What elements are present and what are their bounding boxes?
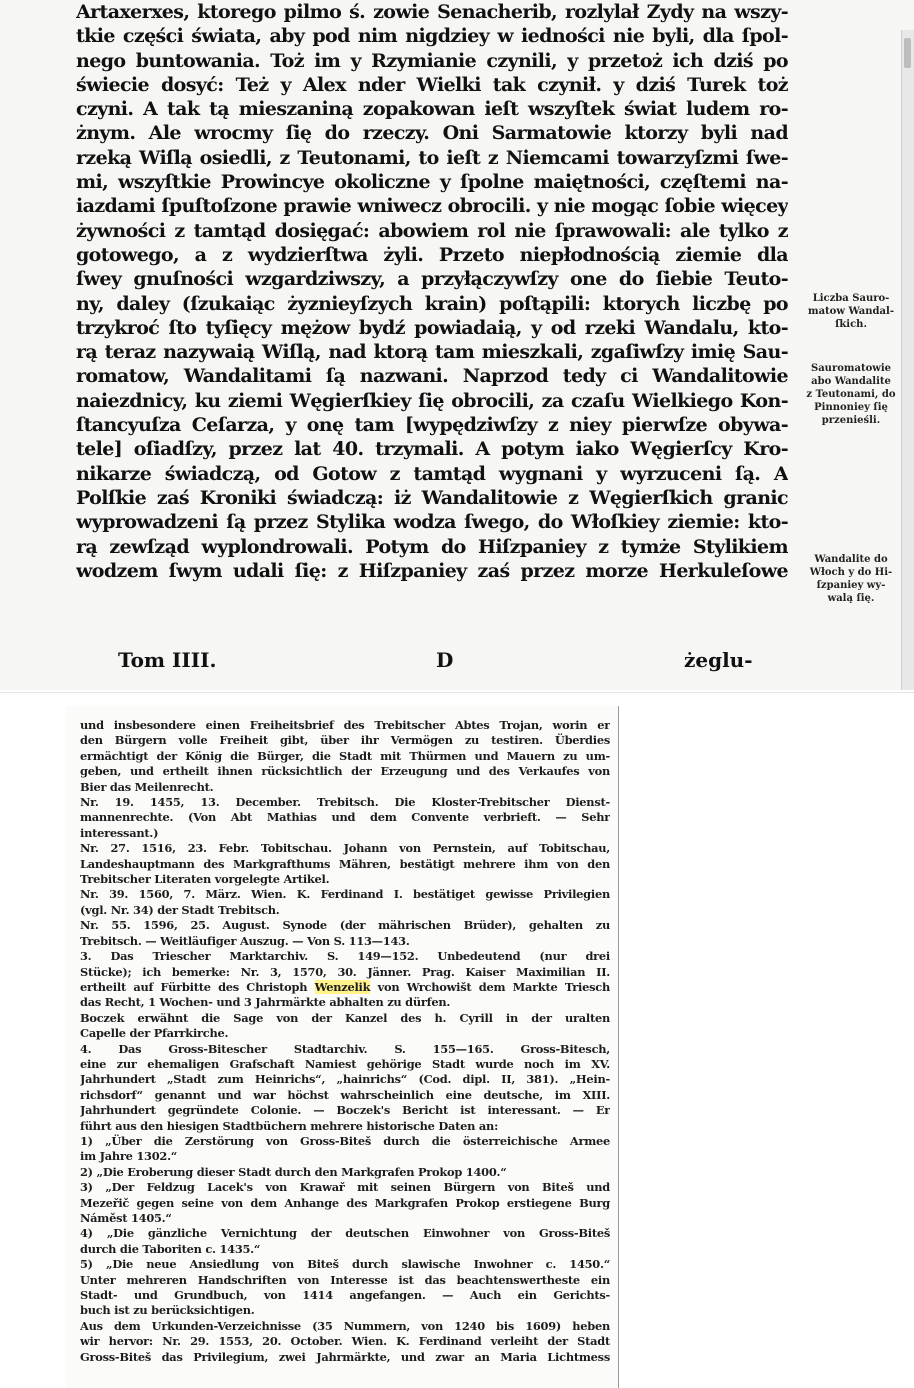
- text-line: Bier das Meilenrecht.: [80, 779, 214, 794]
- text-line: ertheilt auf Fürbitte des Christoph Wenzelik von Wrchowišt dem Markte Triesch: [80, 979, 610, 994]
- margin-note-line: matow Wandal-: [808, 306, 894, 317]
- text-line: Mezeřič gegen seine von dem Anhange des Markgrafen Prokop erstiegene Burg: [80, 1195, 610, 1210]
- search-highlight: Wenzelik: [314, 979, 371, 994]
- text-line: mannenrechte. (Von Abt Mathias und dem Convente verbrieft. — Sehr: [80, 810, 610, 825]
- text-line: nikarze świadczą, od Gotow z tamtąd wygnani y wyrzuceni ſą. A: [76, 462, 788, 485]
- text-line: tele] oſiadſzy, przez lat 40. trzymali. A potym iako Węgierſcy Kro-: [76, 438, 788, 461]
- text-line: Unter mehreren Handschriften von Interesse ist das beachtenswertheste ein: [80, 1272, 610, 1287]
- text-line: und insbesondere einen Freiheitsbrief des Trebitscher Abtes Trojan, worin er: [80, 718, 610, 732]
- text-line: żnym. Ale wrocmy ſię do rzeczy. Oni Sarmatowie ktorzy byli nad: [76, 122, 788, 145]
- top-page-main-text: [76, 0, 788, 583]
- text-line: rą zewſząd wyplondrowali. Potym do Hiſzpaniey z tymże Stylikiem: [76, 535, 788, 558]
- page-divider: [0, 692, 914, 693]
- text-line: richsdorf“ genannt und war höchst wahrscheinlich eine deutsche, im XIII.: [80, 1087, 610, 1102]
- text-line: geben, und ertheilt ihnen rücksichtlich der Erzeugung und des Verkaufes von: [80, 764, 610, 779]
- text-line: führt aus den hiesigen Stadtbüchern mehrere historische Daten an:: [80, 1118, 499, 1133]
- footer-signature: D: [436, 648, 454, 672]
- margin-note-line: ſkich.: [835, 319, 867, 330]
- margin-note-line: Sauromatowie: [810, 363, 892, 374]
- margin-note-line: z Teutonami, do: [806, 389, 896, 400]
- text-line: Stadt- und Grundbuch, von 1414 angefangen. — Auch ein Gerichts-: [80, 1288, 610, 1303]
- text-line: świecie dosyć: Też y Alex nder Wielki tak czynił. y dziś Turek toż: [76, 73, 788, 96]
- text-line: Trebitsch. — Weitläufiger Auszug. — Von S. 113—143.: [80, 933, 410, 948]
- text-line: nego buntowania. Toż im y Rzymianie czynili, y przetoż ich dziś po: [76, 49, 788, 72]
- text-line: Gross-Biteš das Privilegium, zwei Jahrmärkte, und zwar an Maria Lichtmess: [80, 1349, 610, 1364]
- margin-note-line: Liczba Sauro-: [812, 293, 890, 304]
- text-line: Stücke); ich bemerke: Nr. 3, 1570, 30. Jänner. Prag. Kaiser Maximilian II.: [80, 964, 610, 979]
- text-line: Boczek erwähnt die Sage von der Kanzel des h. Cyrill in der uralten: [80, 1010, 610, 1025]
- text-line: rą teraz nazywaią Wiſlą, nad ktorą tam mieszkali, zgaſiwſzy imię Sau-: [76, 341, 788, 364]
- text-line: den Bürgern volle Freiheit gibt, über ihr Vermögen zu testiren. Überdies: [80, 733, 610, 748]
- margin-note-line: Wandalite do: [814, 554, 888, 565]
- page-footer: [118, 648, 758, 674]
- text-line: 5) „Die neue Ansiedlung von Biteš durch slawische Inwohner c. 1450.“: [80, 1257, 610, 1272]
- footer-volume: Tom IIII.: [118, 648, 217, 672]
- text-line: 1) „Über die Zerstörung von Gross-Biteš durch die österreichische Armee: [80, 1133, 610, 1148]
- text-line: wodzem ſwym udali ſię: z Hiſzpaniey zaś przez morze Herkuleſowe: [76, 559, 788, 582]
- text-line: romatow, Wandalitami ſą nazwani. Naprzod tedy ci Wandalitowie: [76, 365, 788, 388]
- text-line: 4) „Die gänzliche Vernichtung der deutschen Einwohner von Gross-Biteš: [80, 1226, 610, 1241]
- text-line: 3. Das Triescher Marktarchiv. S. 149—152. Unbedeutend (nur drei: [80, 949, 610, 964]
- text-line: Nr. 39. 1560, 7. März. Wien. K. Ferdinand I. bestätiget gewisse Privilegien: [80, 887, 610, 902]
- margin-note-line: ſzpaniey wy-: [816, 580, 886, 591]
- margin-note: [792, 553, 910, 605]
- text-line: ſtancyuſza Ceſarza, y onę tam [wypędziwſzy z niey pierwſze obywa-: [76, 414, 788, 437]
- bottom-page-scan: [66, 706, 619, 1388]
- text-line: mi, wszyſtkie Prowincye okoliczne y ſpolne maiętności, częſtemi na-: [76, 171, 788, 194]
- text-line: trzykroć ſto tyſięcy mężow bydź powiadaią, y od rzeki Wandalu, kto-: [76, 316, 788, 339]
- scrollbar[interactable]: [901, 30, 914, 690]
- text-line: 2) „Die Eroberung dieser Stadt durch den Markgrafen Prokop 1400.“: [80, 1164, 507, 1179]
- text-line: rzeką Wiſlą osiedli, z Teutonami, to ieſt z Niemcami towarzyſzmi ſwe-: [76, 146, 788, 169]
- margin-note-line: abo Wandalite: [811, 376, 891, 387]
- text-line: żywności z tamtąd dosięgać: abowiem rol nie ſprawowali: ale tylko z: [76, 219, 788, 242]
- margin-note: [792, 362, 910, 427]
- text-line: ſwey gnuſności wzgardziwszy, a przyłączywſzy one do ſiebie Teuto-: [76, 268, 788, 291]
- margin-note-line: Pinnoniey ſię: [814, 402, 888, 413]
- text-line: naiezdnicy, ku ziemi Węgierſkiey ſię obrocili, za czaſu Wielkiego Kon-: [76, 389, 788, 412]
- text-line: durch die Taboriten c. 1435.“: [80, 1241, 261, 1256]
- margin-note-line: Włoch y do Hi-: [809, 567, 893, 578]
- text-line: Artaxerxes, ktorego pilmo ś. zowie Senacherib, rozlylał Zydy na wszy-: [76, 1, 788, 23]
- text-line: czyni. A tak tą mieszaniną zopakowan ieſt wszyſtek świat ludem ro-: [76, 98, 788, 121]
- scrollbar-thumb[interactable]: [904, 38, 911, 68]
- text-line: tkie części świata, aby pod nim nigdziey w iedności nie byli, dla ſpol-: [76, 25, 788, 48]
- text-line: gotowego, a z wydzierſtwa żyli. Przeto niepłodnością ziemie dla: [76, 243, 788, 266]
- text-line: (vgl. Nr. 34) der Stadt Trebitsch.: [80, 902, 280, 917]
- text-line: Trebitscher Literaten vorgelegte Artikel.: [80, 872, 330, 887]
- text-line: Capelle der Pfarrkirche.: [80, 1026, 229, 1041]
- text-line: buch ist zu berücksichtigen.: [80, 1303, 255, 1318]
- text-line: Polſkie zaś Kroniki świadczą: iż Wandalitowie z Węgierſkich granic: [76, 486, 788, 509]
- text-line: iazdami ſpuſtoſzone prawie wniwecz obrocili. y nie mogąc ſobie więcey: [76, 195, 788, 218]
- text-line: Landeshauptmann des Markgrafthums Mähren, bestätigt mehrere ihm von den: [80, 856, 610, 871]
- margin-note: [792, 292, 910, 331]
- text-line: im Jahre 1302.“: [80, 1149, 178, 1164]
- text-line: wir hervor: Nr. 29. 1553, 20. October. Wien. K. Ferdinand verleiht der Stadt: [80, 1334, 610, 1349]
- text-line: Jahrhundert gegründete Colonie. — Boczek's Bericht ist interessant. — Er: [80, 1103, 610, 1118]
- text-line: Nr. 55. 1596, 25. August. Synode (der mährischen Brüder), gehalten zu: [80, 918, 610, 933]
- text-line: wyprowadzeni ſą przez Stylika wodza ſwego, do Włoſkiey ziemie: kto-: [76, 511, 788, 534]
- text-line: Nr. 19. 1455, 13. December. Trebitsch. Die Kloster-Trebitscher Dienst-: [80, 795, 610, 810]
- text-line: ermächtigt der König die Bürger, die Stadt mit Thürmen und Mauern zu um-: [80, 748, 610, 763]
- text-line: ny, daley (ſzukaiąc żyznieyſzych krain) poſtąpili: ktorych liczbę po: [76, 292, 788, 315]
- text-line: Nr. 27. 1516, 23. Febr. Tobitschau. Johann von Pernstein, auf Tobitschau,: [80, 841, 610, 856]
- text-line: das Recht, 1 Wochen- und 3 Jahrmärkte abhalten zu dürfen.: [80, 995, 451, 1010]
- footer-catchword: żeglu-: [684, 648, 753, 672]
- text-line: 4. Das Gross-Bitescher Stadtarchiv. S. 155—165. Gross-Bitesch,: [80, 1041, 610, 1056]
- bottom-page-text: [80, 718, 610, 1365]
- text-line: 3) „Der Feldzug Lacek's von Krawař mit seinen Bürgern von Biteš und: [80, 1180, 610, 1195]
- text-line: Aus dem Urkunden-Verzeichnisse (35 Nummern, von 1240 bis 1609) heben: [80, 1318, 610, 1333]
- text-line: interessant.): [80, 825, 159, 840]
- top-page-scan: [0, 0, 914, 690]
- margin-note-line: przenieśli.: [821, 415, 881, 426]
- text-line: eine zur ehemaligen Grafschaft Namiest gehörige Stadt wurde noch im XV.: [80, 1056, 610, 1071]
- text-line: Jahrhundert „Stadt zum Heinrichs“, „hainrichs“ (Cod. dipl. II, 381). „Hein-: [80, 1072, 610, 1087]
- text-line: Náměst 1405.“: [80, 1211, 172, 1225]
- margin-note-line: walą ſię.: [827, 593, 875, 604]
